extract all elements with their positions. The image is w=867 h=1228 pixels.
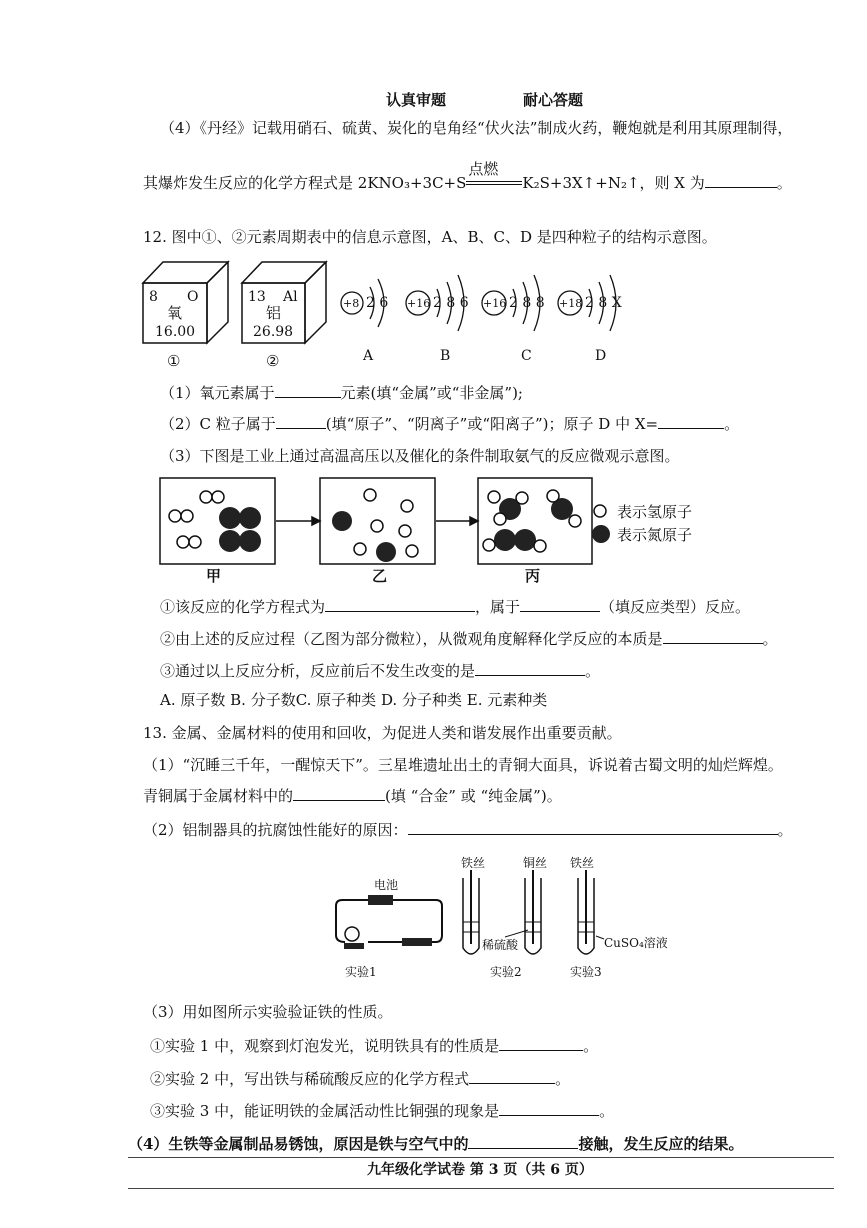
solution-label: CuSO₄溶液 xyxy=(604,936,668,950)
answer-blank-q13-s3[interactable] xyxy=(499,1101,599,1116)
caption-exp2: 实验2 xyxy=(490,965,522,979)
acid-label: 稀硫酸 xyxy=(482,938,519,952)
q13-s2: ②实验 2 中，写出铁与稀硫酸反应的化学方程式 。 xyxy=(150,1070,571,1088)
answer-blank-q13-4[interactable] xyxy=(468,1134,578,1149)
particle-c-nucleus: +16 xyxy=(483,297,507,310)
q12-intro: 12. 图中①、②元素周期表中的信息示意图，A、B、C、D 是四种粒子的结构示意图。 xyxy=(143,228,717,246)
q12-p3: （3）下图是工业上通过高温高压以及催化的条件制取氨气的反应微观示意图。 xyxy=(160,447,680,465)
oxygen-mass: 16.00 xyxy=(155,324,196,340)
equation-right: K₂S+3X↑+N₂↑，则 X 为 xyxy=(522,174,705,192)
tube-label-3: 铁丝 xyxy=(570,856,595,870)
q12-s3: ③通过以上反应分析，反应前后不发生改变的是 。 xyxy=(160,662,601,680)
header-right: 耐心答题 xyxy=(523,91,584,109)
tile-label-1: ① xyxy=(167,352,181,370)
particle-b-shells: 2 8 6 xyxy=(433,295,469,311)
q12-p1: （1）氧元素属于 元素(填“金属”或“非金属”); xyxy=(160,384,523,402)
tube-label-2: 铜丝 xyxy=(523,856,548,870)
battery-icon xyxy=(368,895,393,905)
aluminum-number: 13 xyxy=(248,289,266,305)
q12-options: A. 原子数 B. 分子数C. 原子种类 D. 分子种类 E. 元素种类 xyxy=(160,691,548,709)
q13-s1: ①实验 1 中，观察到灯泡发光，说明铁具有的性质是 。 xyxy=(150,1037,599,1055)
oxygen-symbol: O xyxy=(187,289,199,305)
aluminum-name: 铝 xyxy=(266,304,282,322)
aluminum-symbol: Al xyxy=(283,289,298,305)
battery-label: 电池 xyxy=(374,878,399,892)
equation-left: 其爆炸发生反应的化学方程式是 2KNO₃+3C+S xyxy=(143,174,467,192)
particle-c-label: C xyxy=(521,348,532,364)
page-footer: 九年级化学试卷 第 3 页（共 6 页） xyxy=(367,1162,593,1178)
panel-bing-label: 丙 xyxy=(525,567,541,585)
wires-in-tubes xyxy=(471,870,586,944)
particle-a-nucleus: +8 xyxy=(343,297,360,310)
reaction-condition: 点燃 xyxy=(468,160,499,178)
caption-exp3: 实验3 xyxy=(570,965,602,979)
footer-rule-bottom xyxy=(128,1188,834,1189)
panel-jia-label: 甲 xyxy=(206,567,222,585)
tube-label-1: 铁丝 xyxy=(461,856,486,870)
particle-d-nucleus: +18 xyxy=(559,297,583,310)
particle-c-shells: 2 8 8 xyxy=(509,295,545,311)
oxygen-number: 8 xyxy=(149,289,158,305)
tile-label-2: ② xyxy=(266,352,280,370)
bulb-icon xyxy=(344,927,364,949)
header-left: 认真审题 xyxy=(386,91,447,109)
q12-p2: （2）C 粒子属于 (填“原子”、“阴离子”或“阳离子”)；原子 D 中 X= 。 xyxy=(160,415,740,433)
particle-b-label: B xyxy=(440,348,451,364)
liquid-levels xyxy=(463,922,594,932)
caption-exp1: 实验1 xyxy=(345,965,377,979)
q13-p1-line2: 青铜属于金属材料中的 (填 “合金” 或 “纯金属”)。 xyxy=(143,787,562,805)
iron-wire-icon xyxy=(402,938,432,946)
q13-p3: （3）用如图所示实验验证铁的性质。 xyxy=(143,1003,393,1021)
legend-nitrogen: 表示氮原子 xyxy=(617,526,693,544)
panel-yi-label: 乙 xyxy=(372,567,388,585)
q13-intro: 13. 金属、金属材料的使用和回收，为促进人类和谐发展作出重要贡献。 xyxy=(143,724,622,742)
particle-d-shells: 2 8 X xyxy=(585,295,622,311)
answer-blank-q13-s2[interactable] xyxy=(469,1069,555,1084)
aluminum-mass: 26.98 xyxy=(253,324,294,340)
particle-a-shells: 2 6 xyxy=(366,295,389,311)
answer-blank-q13-s1[interactable] xyxy=(499,1036,583,1051)
particle-b-nucleus: +16 xyxy=(407,297,431,310)
footer-rule-top xyxy=(128,1157,834,1158)
particle-a-label: A xyxy=(363,348,374,364)
particle-d-label: D xyxy=(595,348,607,364)
q13-p4: （4）生铁等金属制品易锈蚀，原因是铁与空气中的 接触，发生反应的结果。 xyxy=(128,1135,744,1153)
q12-s1: ①该反应的化学方程式为 ，属于 （填反应类型）反应。 xyxy=(160,598,751,616)
q11-p4-line2: 其爆炸发生反应的化学方程式是 2KNO₃+3C+S 点燃 K₂S+3X↑+N₂↑，则 X 为 。 xyxy=(143,160,792,192)
legend-hydrogen: 表示氢原子 xyxy=(617,503,693,521)
q12-s2: ②由上述的反应过程（乙图为部分微粒），从微观角度解释化学反应的本质是 。 xyxy=(160,630,778,648)
leader-lines xyxy=(505,930,604,939)
q13-p2: （2）铝制器具的抗腐蚀性能好的原因： 。 xyxy=(143,821,793,839)
q13-s3: ③实验 3 中，能证明铁的金属活动性比铜强的现象是 。 xyxy=(150,1102,615,1120)
q13-p1-line1: （1）“沉睡三千年，一醒惊天下”。三星堆遗址出土的青铜大面具，诉说着古蜀文明的灿烂辉煌。 xyxy=(143,756,783,774)
q11-p4-line1: （4）《丹经》记载用硝石、硫黄、炭化的皂角经“伏火法”制成火药，鞭炮就是利用其原理制得， xyxy=(160,119,793,137)
oxygen-name: 氧 xyxy=(167,304,183,322)
